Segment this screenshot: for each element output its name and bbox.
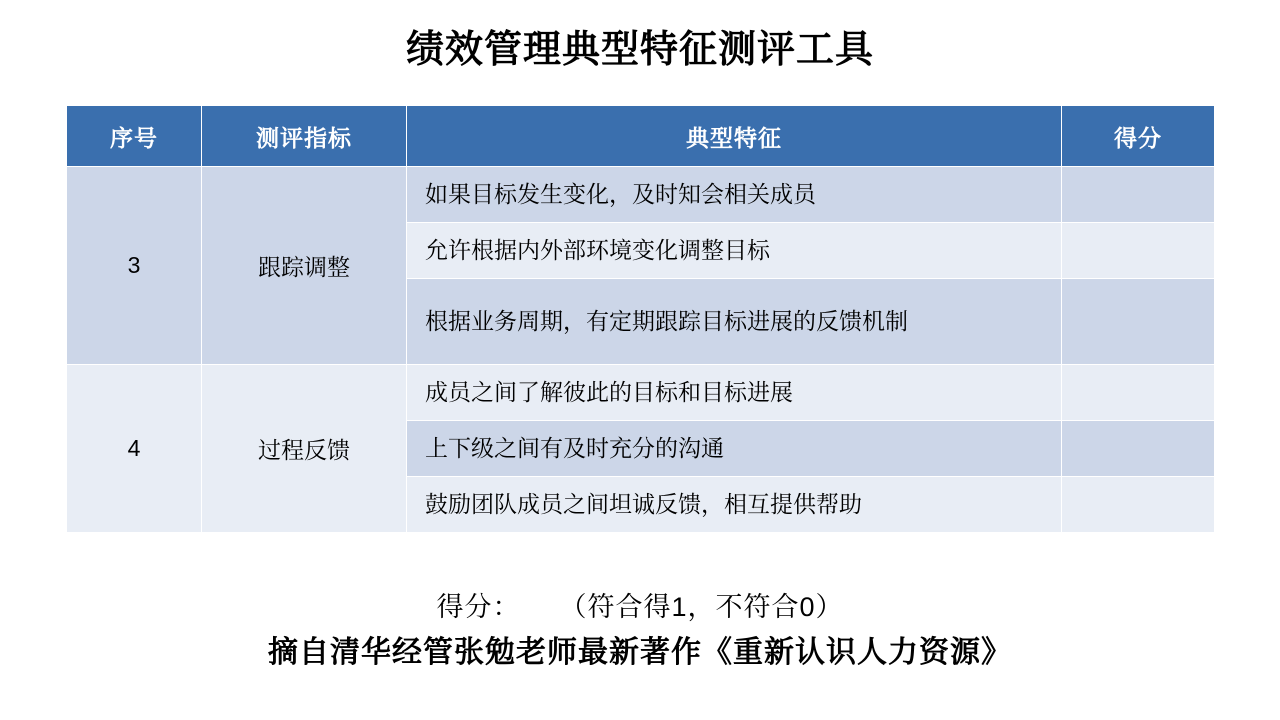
cell-no-4: 4 xyxy=(67,365,202,533)
score-rule-label: 得分： xyxy=(436,592,521,622)
cell-feature: 鼓励团队成员之间坦诚反馈，相互提供帮助 xyxy=(407,477,1062,533)
column-header-feature: 典型特征 xyxy=(407,106,1062,167)
cell-score[interactable] xyxy=(1062,365,1215,421)
column-header-indicator: 测评指标 xyxy=(202,106,407,167)
cell-feature: 根据业务周期，有定期跟踪目标进展的反馈机制 xyxy=(407,279,1062,365)
cell-score[interactable] xyxy=(1062,167,1215,223)
cell-feature: 上下级之间有及时充分的沟通 xyxy=(407,421,1062,477)
evaluation-table xyxy=(66,105,1215,533)
evaluation-table-container xyxy=(66,105,1214,533)
score-rule-text: （符合得1，不符合0） xyxy=(559,592,844,622)
table-body xyxy=(67,167,1215,533)
table-header xyxy=(67,106,1215,167)
cell-score[interactable] xyxy=(1062,477,1215,533)
column-header-score: 得分 xyxy=(1062,106,1215,167)
table-header-row xyxy=(67,106,1215,167)
column-header-no: 序号 xyxy=(67,106,202,167)
cell-no-3: 3 xyxy=(67,167,202,365)
cell-feature: 如果目标发生变化，及时知会相关成员 xyxy=(407,167,1062,223)
table-row xyxy=(67,365,1215,421)
cell-score[interactable] xyxy=(1062,279,1215,365)
source-credit: 摘自清华经管张勉老师最新著作《重新认识人力资源》 xyxy=(268,636,1012,669)
cell-score[interactable] xyxy=(1062,223,1215,279)
cell-score[interactable] xyxy=(1062,421,1215,477)
cell-feature: 成员之间了解彼此的目标和目标进展 xyxy=(407,365,1062,421)
score-rule-line xyxy=(0,585,1280,624)
table-row xyxy=(67,167,1215,223)
cell-feature: 允许根据内外部环境变化调整目标 xyxy=(407,223,1062,279)
page-title: 绩效管理典型特征测评工具 xyxy=(405,29,874,71)
cell-indicator-4: 过程反馈 xyxy=(202,365,407,533)
cell-indicator-3: 跟踪调整 xyxy=(202,167,407,365)
